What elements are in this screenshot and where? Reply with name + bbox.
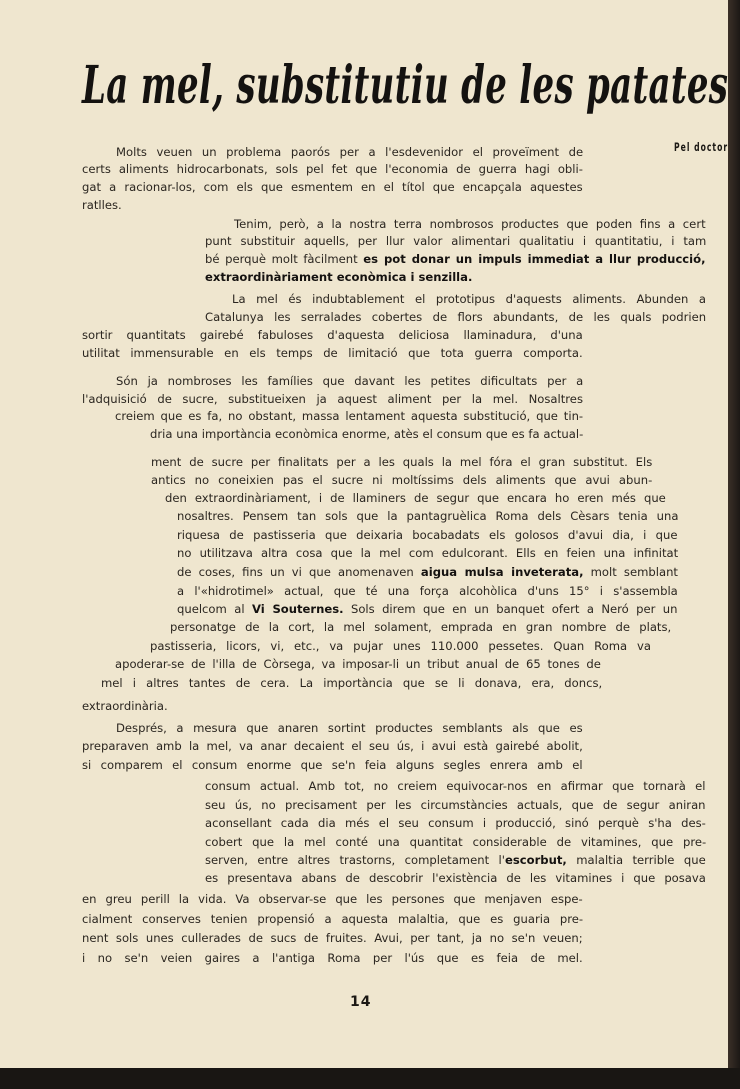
scan-bottom-edge — [0, 1068, 740, 1089]
text-line — [232, 291, 706, 308]
text-run: creiem que es fa, no obstant, massa lentament aquesta substitució, que tin- — [115, 409, 584, 423]
text-run: seu ús, no precisament per les circumstàncies actuals, que de segur aniran — [205, 798, 706, 812]
text-line — [205, 251, 706, 268]
text-line — [115, 656, 601, 673]
text-run: si comparem el consum enorme que se'n feia alguns segles enrera amb el — [82, 758, 583, 772]
text-run: cialment conserves tenien propensió a aquesta malaltia, que es guaria pre- — [82, 912, 584, 926]
text-run: Tenim, però, a la nostra terra nombrosos productes que poden fins a cert — [234, 217, 706, 231]
text-run: en greu perill la vida. Va observar-se que les persones que menjaven espe- — [82, 892, 583, 906]
text-line — [82, 891, 583, 908]
text-line — [82, 738, 583, 755]
text-line — [177, 545, 678, 562]
text-run: riquesa de pastisseria que deixaria bocabadats els golosos d'avui dia, i que — [177, 528, 678, 542]
text-run: gat a racionar-los, com els que esmentem en el títol que encapçala aquestes — [82, 180, 583, 194]
text-run: aconsellant cada dia més el seu consum i producció, sinó perquè s'ha des- — [205, 816, 706, 830]
text-run: apoderar-se de l'illa de Còrsega, va imposar-li un tribut anual de 65 tones de — [115, 657, 601, 671]
text-run: mel i altres tantes de cera. La importància que se li donava, era, doncs, — [101, 676, 603, 690]
text-line — [82, 327, 583, 344]
text-run: no utilitzava altra cosa que la mel com edulcorant. Ells en feien una infinitat — [177, 546, 679, 560]
text-run: sortir quantitats gairebé fabuloses d'aquesta deliciosa llaminadura, d'una — [82, 328, 583, 342]
text-run: serven, entre altres trastorns, completament l' — [205, 853, 505, 867]
text-run: es presentava abans de descobrir l'existència de les vitamines i que posava — [205, 871, 706, 885]
text-line — [82, 930, 583, 947]
text-line — [151, 454, 652, 471]
text-run: punt substituir aquells, per llur valor alimentari qualitatiu i quantitatiu, i tam — [205, 234, 707, 248]
text-run: Molts veuen un problema paorós per a l'esdevenidor el proveïment de — [116, 145, 584, 159]
text-line — [205, 309, 706, 326]
bold-phrase: aigua mulsa inveterata, — [420, 565, 584, 579]
bold-phrase: Vi Souternes. — [251, 602, 344, 616]
text-run: nent sols unes cullerades de sucs de fruites. Avui, per tant, ja no se'n veuen; — [82, 931, 583, 945]
text-run: Són ja nombroses les famílies que davant les petites dificultats per a — [116, 374, 584, 388]
text-line — [205, 797, 706, 814]
text-line — [116, 144, 583, 161]
text-line — [205, 778, 706, 795]
text-run: molt semblant — [583, 565, 678, 579]
text-run: a l'«hidrotimel» actual, que té una força alcohòlica d'uns 15° i s'assembla — [177, 584, 678, 598]
text-line — [82, 757, 583, 774]
text-line — [82, 950, 583, 967]
text-line — [170, 619, 671, 636]
text-run: den extraordinàriament, i de llaminers de segur que encara ho eren més que — [165, 491, 666, 505]
text-run: bé perquè molt fàcilment — [205, 252, 364, 266]
text-run: dria una importància econòmica enorme, atès el consum que es fa actual- — [150, 427, 584, 441]
text-line — [82, 179, 583, 196]
text-run: Sols direm que en un banquet ofert a Neró per un — [343, 602, 678, 616]
text-run: malaltia terrible que — [566, 853, 706, 867]
text-line — [177, 508, 678, 525]
text-run: preparaven amb la mel, va anar decaient el seu ús, i avui està gairebé abolit, — [82, 739, 583, 753]
text-line — [177, 601, 678, 618]
text-line — [82, 391, 583, 408]
text-run: pastisseria, licors, vi, etc., va pujar unes 110.000 pessetes. Quan Roma va — [150, 639, 651, 653]
text-run: consum actual. Amb tot, no creiem equivocar-nos en afirmar que tornarà el — [205, 779, 706, 793]
text-line — [82, 698, 168, 715]
text-line — [82, 345, 583, 362]
text-run: utilitat immensurable en els temps de limitació que tota guerra comporta. — [82, 346, 583, 360]
text-line — [205, 269, 472, 286]
text-line — [115, 408, 583, 425]
text-run: personatge de la cort, la mel solament, emprada en gran nombre de plats, — [170, 620, 672, 634]
text-run: extraordinària. — [82, 699, 168, 713]
article-title: La mel, substitutiu de les patates — [82, 55, 728, 116]
text-line — [150, 426, 583, 443]
text-run: ment de sucre per finalitats per a les quals la mel fóra el gran substitut. Els — [151, 455, 653, 469]
text-line — [82, 911, 583, 928]
text-run: quelcom al — [177, 602, 252, 616]
text-line — [177, 564, 678, 581]
text-line — [177, 527, 678, 544]
article-byline: Pel doctor — [674, 140, 728, 154]
text-line — [205, 815, 706, 832]
text-line — [116, 373, 583, 390]
text-line — [234, 216, 706, 233]
text-line — [101, 675, 602, 692]
bold-phrase: extraordinàriament econòmica i senzilla. — [205, 270, 473, 284]
text-line — [205, 834, 706, 851]
text-run: l'adquisició de sucre, substitueixen ja aquest aliment per la mel. Nosaltres — [82, 392, 583, 406]
text-run: Catalunya les serralades cobertes de flors abundants, de les quals podrien — [205, 310, 707, 324]
bold-phrase: escorbut, — [504, 853, 567, 867]
text-run: La mel és indubtablement el prototipus d'aquests aliments. Abunden a — [232, 292, 706, 306]
text-line — [150, 638, 651, 655]
text-run: certs aliments hidrocarbonats, sols pel fet que l'economia de guerra hagi obli- — [82, 162, 583, 176]
text-line — [82, 161, 583, 178]
text-line — [151, 472, 652, 489]
text-run: cobert que la mel conté una quantitat considerable de vitamines, que pre- — [205, 835, 707, 849]
text-line — [205, 870, 706, 887]
page-number: 14 — [350, 994, 372, 1010]
text-line — [82, 197, 122, 214]
text-line — [116, 720, 583, 737]
text-line — [205, 852, 706, 869]
text-run: i no se'n veien gaires a l'antiga Roma per l'ús que es feia de mel. — [82, 951, 583, 965]
text-run: ratlles. — [82, 198, 122, 212]
bold-phrase: es pot donar un impuls immediat a llur producció, — [363, 252, 706, 266]
text-run: nosaltres. Pensem tan sols que la pantagruèlica Roma dels Cèsars tenia una — [177, 509, 679, 523]
text-run: de coses, fins un vi que anomenaven — [177, 565, 421, 579]
text-line — [177, 583, 678, 600]
text-run: antics no coneixien pas el sucre ni moltíssims dels aliments que avui abun- — [151, 473, 653, 487]
text-line — [165, 490, 666, 507]
text-line — [205, 233, 706, 250]
binding-edge — [728, 0, 740, 1089]
text-run: Després, a mesura que anaren sortint productes semblants als que es — [116, 721, 583, 735]
